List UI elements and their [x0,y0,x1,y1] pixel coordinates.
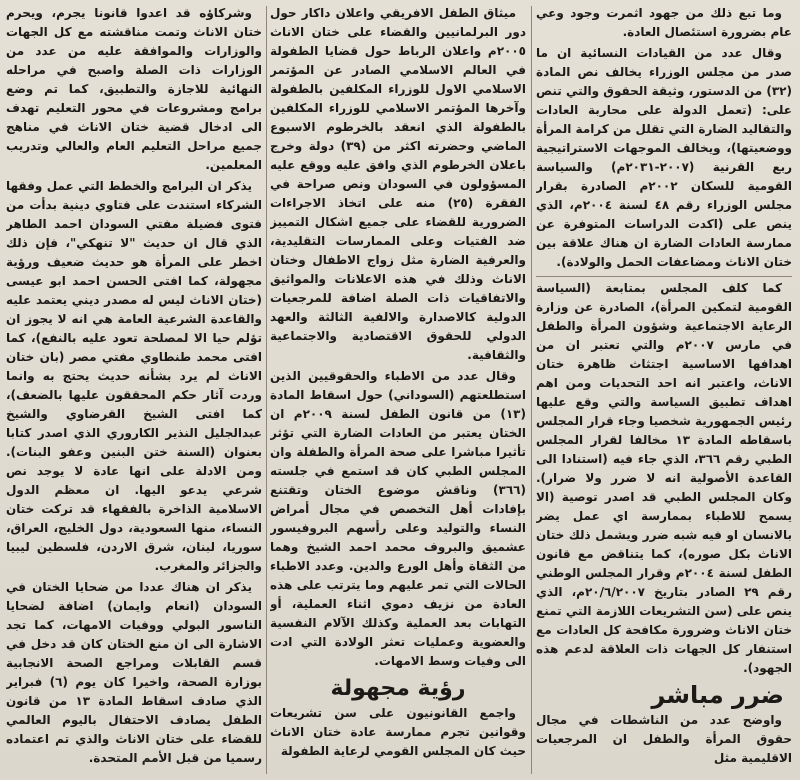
column-rule [266,6,267,774]
subheadline-direct-harm: ضرر مباشر [651,681,784,709]
article-paragraph: وقال عدد من الاطباء والحقوقيين الذين استطلعتهم (السوداني) حول اسقاط المادة (١٣) من قانون الطفل لسنة ٢٠٠٩م ان الختان يعتبر من العادات الضارة التي تؤثر تأثيرا مباشرا على صحة المرأة والطفلة وان المجلس الطبي كان قد استمع في جلسته (٣٦٦) وناقش موضوع الختان وتقتنع بإفادات أهل التخصص في مجال أمراض النساء والتوليد وعلى رأسهم البروفيسور عشميق والبروف محمد احمد الشيخ وهما من الثقاة وأهل الورع والدين. وعدد الاطباء الحالات التي تمر عليهم وما يترتب على هذه العادة من نزيف دموي اثناء العملية، أو التهابات بعد العملية وكذلك الآلام النفسية والعضوية وعمليات تعثر الولادة التي ادت الى وفيات وسط الامهات. [270,369,526,668]
column-rule [531,6,532,774]
article-column-middle [270,4,526,776]
divider [536,276,792,277]
subheadline-unknown-vision: رؤية مجهولة [330,676,466,701]
article-paragraph: وقال عدد من القيادات النسائية ان ما صدر من مجلس الوزراء يخالف نص المادة (٣٢) من الدستور، وثيقة الحقوق والتي تنص على: (تعمل الدولة على محاربة العادات والتقاليد الضارة التي تقلل من كرامة المرأة ووضعيتها)، ويخالف الموجهات الاستراتيجية ربع القرنية (٢٠٠٧-٢٠٣١م) والسياسة القومية للسكان ٢٠٠٢م الصادرة بقرار مجلس الوزراء رقم ٤٨ لسنة ٢٠٠٤م، الذي ينص على (اكدت الدراسات المتوفرة عن ممارسة العادات الضارة ان هناك علاقة بين ختان الاناث ومضاعفات الحمل والولادة). [536,46,792,269]
article-paragraph: يذكر ان هناك عددا من ضحايا الختان في السودان (انعام وايمان) اضافة لضحايا الناسور البولي ووفيات الامهات، كما تجد الاشارة الى ان منع الختان كان قد دخل في قسم القابلات ومراجع الصحة الانجابية بوزارة الصحة، واخيرا كان يوم (٦) فبراير الذي صادف اسقاط المادة ١٣ من قانون الطفل يصادف الاحتفال باليوم العالمي للقضاء على ختان الاناث والذي تم اعتماده رسميا من قبل الأمم المتحدة. [6,580,262,765]
article-paragraph: واوضح عدد من الناشطات في مجال حقوق المرأة والطفل ان المرجعيات الاقليمية مثل [536,713,792,765]
article-paragraph: ميثاق الطفل الافريقي واعلان داكار حول دور البرلمانيين والقضاء على ختان الاناث ٢٠٠٥م واعلان الرباط حول قضايا الطفولة في العالم الاسلامي الصادر عن المؤتمر الاسلامي الاول للوزراء المكلفين بالطفولة وآخرها المؤتمر الاسلامي للوزراء المكلفين بالطفولة الذي انعقد بالخرطوم الاسبوع الماضي وحضرته اكثر من (٣٩) دولة وخرج باعلان الخرطوم الذي وافق عليه ووقع عليه المسؤولون في السودان ونص صراحة في الفقرة (٢٥) منه على اتخاذ الاجراءات الضرورية للقضاء على جميع اشكال التمييز ضد الفتيات وعلى الممارسات التقليدية، والعرفية الضارة مثل زواج الاطفال وختان الاناث وذلك في هذه الاعلانات والمواثيق والاتفاقيات ذات الصلة اضافة للمرجعيات الدولية كالاصدارة والالفية الثالثة والعهد الدولي للحقوق الاقتصادية والاجتماعية والثقافية. [270,6,526,362]
article-paragraph: واجمع القانونيون على سن تشريعات وقوانين تجرم ممارسة عادة ختان الاناث حيث كان المجلس القومي لرعاية الطفولة [270,706,526,758]
article-paragraph: كما كلف المجلس بمتابعة (السياسة القومية لتمكين المرأة)، الصادرة عن وزارة الرعاية الاجتماعية وشؤون المرأة والطفل في مارس ٢٠٠٧م والتي تعتبر ان من اهدافها الاساسية اجتثاث ظاهرة ختان الاناث، واعتبر انه احد التحديات ومن اهم اهداف تطبيق السياسة والتي وقع عليها رئيس الجمهورية شخصيا وجاء قرار المجلس باسقاطه المادة ١٣ مخالفا لقرار المجلس الطبي رقم ٣٦٦، الذي جاء فيه (استنادا الى القاعدة الأصولية انه لا ضرر ولا ضرار). وكان المجلس الطبي قد اصدر توصية (الا يسمح للاطباء بممارسة اي عمل يضر بالانسان او فيه شبه ضرر ويشمل ذلك ختان الاناث بكل صوره)، كما يتناقض مع قانون الطفل لسنة ٢٠٠٤م وقرار المجلس الوطني رقم ٢٩ الصادر بتاريخ ٢٠/٦/٢٠٠٧م، الذي ينص على (سن التشريعات اللازمة التي تمنع ختان الاناث وضرورة مكافحة كل العادات مع استنفار كل الجهات ذات العلاقة لدعم هذه الجهود). [536,281,792,675]
article-paragraph: وشركاؤه قد اعدوا قانونا يجرم، ويحرم ختان الاناث وتمت مناقشته مع كل الجهات والوزارات والموافقة عليه من عدد من الوزارات ذات الصلة واصبح في مراحله النهائية للاجازة والتطبيق، كما تم وضع برامج ومشروعات في محور التعليم تهدف الى ادخال قضية ختان الاناث في مناهج جميع مراحل التعليم العام والعالي وتدريب المعلمين. [6,6,262,172]
article-column-right [536,4,792,776]
article-paragraph: يذكر ان البرامج والخطط التي عمل وفقها الشركاء استندت على فتاوي دينية بدأت من فتوى فضيلة مفتي السودان احمد الطاهر الذي قال ان حديث "لا تنهكي"، فإن ذلك اخطر على المرأة هو حديث ضعيف ورؤية مجهولة، كما افتى الحسن احمد ابو عيسى (ختان الاناث ليس له مصدر ديني يعتمد عليه والقاعدة الشرعية العامة هي انه لا يجوز ان تؤلم حيا الا لمصلحة تعود عليه بالنفع)، كما افتى محمد طنطاوي مفتي مصر (بان ختان الاناث لم يرد بشأنه حديث يحتج به وانما وردت آثار حكم المحققون عليها بالضعف)، كما افتى الشيخ القرضاوي والشيخ عبدالجليل النذير الكاروري الذي اصدر كتابا بعنوان (السنة ختن البنين وعفو البنات). ومن الادلة على انها عادة لا يوجد نص شرعي يدعو اليها. ان معظم الدول الاسلامية الذاخرة بالفقهاء قد تركت ختان النساء، منها السعودية، دول الخليج، العراق، سوريا، لبنان، شرق الاردن، فلسطين ليبيا والجزائر والمغرب. [6,179,262,573]
article-column-left [6,4,262,776]
article-paragraph: وما تبع ذلك من جهود اثمرت وجود وعي عام بضرورة استئصال العادة. [536,6,792,39]
